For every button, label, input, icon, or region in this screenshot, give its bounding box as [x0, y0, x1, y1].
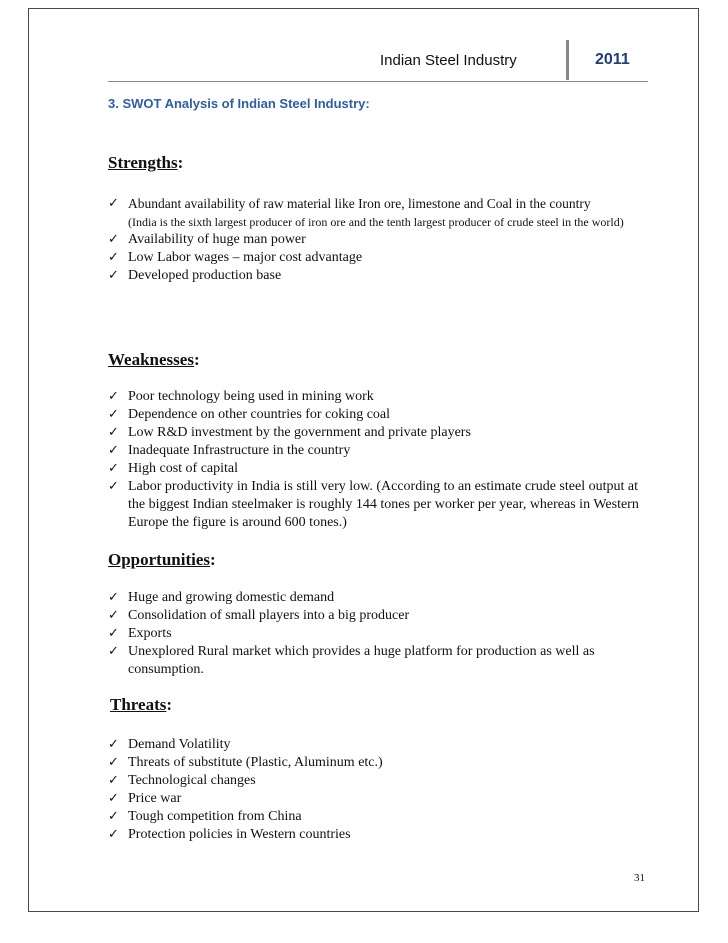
list-item-text: Low R&D investment by the government and private players: [128, 425, 471, 440]
check-icon: ✓: [108, 644, 119, 659]
header-divider: [566, 40, 569, 80]
check-icon: ✓: [108, 443, 119, 458]
weaknesses-list: [108, 388, 648, 532]
check-icon: ✓: [108, 590, 119, 605]
check-icon: ✓: [108, 461, 119, 476]
colon: :: [193, 350, 200, 369]
weaknesses-heading-text: Weaknesses: [108, 350, 194, 369]
strengths-heading: [108, 153, 183, 173]
header-year: 2011: [595, 51, 630, 68]
list-item: [108, 478, 648, 532]
check-icon: ✓: [108, 608, 119, 623]
list-item: [108, 736, 648, 754]
threats-heading: [110, 695, 172, 715]
list-item-text: Huge and growing domestic demand: [128, 590, 335, 605]
strengths-note: (India is the sixth largest producer of iron ore and the tenth largest producer of crude steel in the world): [128, 215, 624, 229]
list-item: [108, 231, 648, 249]
list-item: [108, 790, 648, 808]
list-item: [108, 589, 648, 607]
list-item-text: Abundant availability of raw material like Iron ore, limestone and Coal in the country: [128, 196, 591, 211]
section-title: 3. SWOT Analysis of Indian Steel Industry:: [108, 96, 370, 111]
list-item-text: Threats of substitute (Plastic, Aluminum etc.): [128, 755, 383, 770]
list-item-text: Availability of huge man power: [128, 232, 306, 247]
check-icon: ✓: [108, 755, 119, 770]
header-title: Indian Steel Industry: [380, 52, 517, 69]
list-item-text: Technological changes: [128, 773, 256, 788]
check-icon: ✓: [108, 479, 119, 494]
threats-heading-text: Threats: [110, 695, 167, 714]
list-item: [108, 424, 648, 442]
check-icon: ✓: [108, 425, 119, 440]
check-icon: ✓: [108, 407, 119, 422]
list-item: [108, 249, 648, 267]
list-item-text: Labor productivity in India is still very low. (According to an estimate crude steel output at the biggest Indian steelmaker is roughly 144 tones per worker per year, whereas in Western Europe the figure is around 600 tones.): [128, 479, 639, 530]
check-icon: ✓: [108, 268, 119, 283]
weaknesses-heading: [108, 350, 200, 370]
list-item: [108, 607, 648, 625]
check-icon: ✓: [108, 791, 119, 806]
opportunities-list: [108, 589, 648, 679]
list-item-text: Demand Volatility: [128, 737, 231, 752]
list-item-text: Developed production base: [128, 268, 282, 283]
list-item: [108, 406, 648, 424]
list-item: [108, 625, 648, 643]
check-icon: ✓: [108, 389, 119, 404]
list-item-text: High cost of capital: [128, 461, 239, 476]
check-icon: ✓: [108, 626, 119, 641]
list-item: [108, 388, 648, 406]
list-item: [108, 808, 648, 826]
colon: :: [166, 695, 173, 714]
list-item-text: Consolidation of small players into a big producer: [128, 608, 410, 623]
check-icon: ✓: [108, 196, 119, 211]
page-number: 31: [634, 872, 645, 884]
list-item: [108, 460, 648, 478]
list-item: [108, 442, 648, 460]
strengths-heading-text: Strengths: [108, 153, 178, 172]
list-item: [108, 195, 648, 231]
opportunities-heading: [108, 550, 216, 570]
list-item-text: Price war: [128, 791, 182, 806]
list-item: [108, 267, 648, 285]
check-icon: ✓: [108, 809, 119, 824]
list-item: [108, 826, 648, 844]
list-item-text: Tough competition from China: [128, 809, 302, 824]
list-item-text: Unexplored Rural market which provides a huge platform for production as well as consumption.: [128, 644, 595, 677]
check-icon: ✓: [108, 232, 119, 247]
list-item-text: Exports: [128, 626, 172, 641]
colon: :: [210, 550, 216, 569]
list-item-text: Inadequate Infrastructure in the country: [128, 443, 351, 458]
strengths-list: [108, 195, 648, 285]
header-rule: [108, 81, 648, 82]
list-item: [108, 754, 648, 772]
threats-list: [108, 736, 648, 844]
list-item-text: Low Labor wages – major cost advantage: [128, 250, 363, 265]
check-icon: ✓: [108, 250, 119, 265]
check-icon: ✓: [108, 773, 119, 788]
list-item: [108, 643, 648, 679]
opportunities-heading-text: Opportunities: [108, 550, 211, 569]
list-item: [108, 772, 648, 790]
check-icon: ✓: [108, 827, 119, 842]
check-icon: ✓: [108, 737, 119, 752]
list-item-text: Protection policies in Western countries: [128, 827, 351, 842]
list-item-text: Dependence on other countries for coking coal: [128, 407, 391, 422]
list-item-text: Poor technology being used in mining work: [128, 389, 374, 404]
colon: :: [177, 153, 184, 172]
